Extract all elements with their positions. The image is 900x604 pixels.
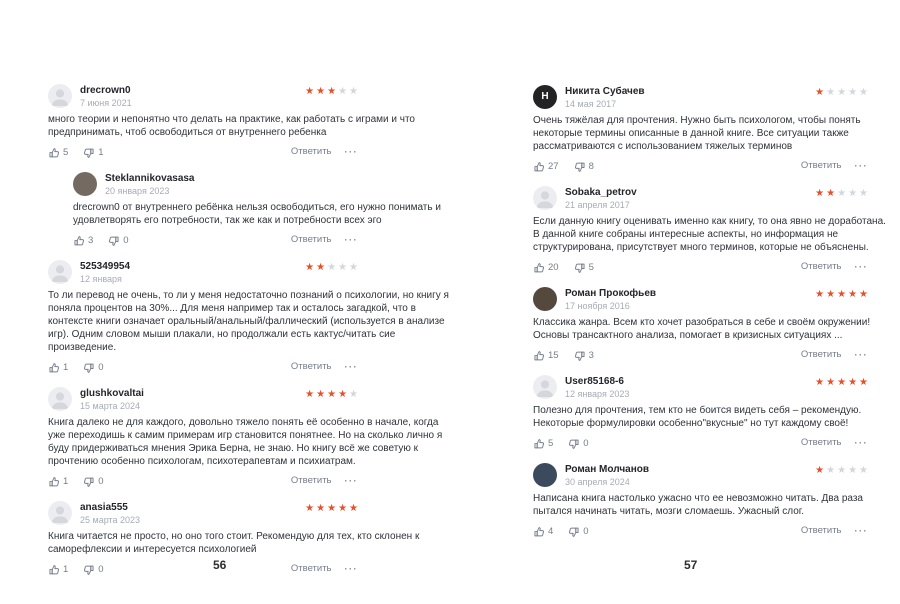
review-footer xyxy=(533,349,893,362)
rating-stars xyxy=(815,466,868,476)
like-count: 4 xyxy=(548,526,554,537)
review-username: drecrown0 xyxy=(80,85,131,96)
review-username: Никита Субачев xyxy=(565,86,645,97)
dislike-button[interactable] xyxy=(108,235,128,247)
user-placeholder-icon xyxy=(533,186,557,210)
like-count: 20 xyxy=(548,262,559,273)
like-count: 1 xyxy=(63,476,69,487)
rating-stars xyxy=(815,88,868,98)
reviews-list xyxy=(533,85,893,538)
user-id-block xyxy=(565,85,645,109)
star-icon: ★ xyxy=(327,262,337,273)
review-username: Steklannikovasasa xyxy=(105,173,195,184)
user-id-block xyxy=(565,375,629,399)
review-item xyxy=(533,186,893,274)
dislike-button[interactable] xyxy=(574,350,594,362)
review-footer xyxy=(48,361,458,374)
star-icon: ★ xyxy=(826,465,836,476)
dislike-count: 0 xyxy=(583,526,589,537)
more-options-button[interactable]: ··· xyxy=(344,475,358,486)
reply-button[interactable]: Ответить xyxy=(800,525,842,536)
like-count: 1 xyxy=(63,564,69,575)
review-text: Написана книга настолько ужасно что ее невозможно читать. Два раза пытался начинать читать, мозги сломаешь. Ужасный слог. xyxy=(533,493,863,517)
review-username: Роман Прокофьев xyxy=(565,288,657,299)
thumb-down-icon xyxy=(574,350,586,362)
more-options-button[interactable]: ··· xyxy=(854,261,868,272)
page-number: 57 xyxy=(684,558,698,572)
review-header xyxy=(533,375,893,399)
star-icon: ★ xyxy=(338,262,348,273)
thumb-up-icon xyxy=(73,235,85,247)
star-icon: ★ xyxy=(859,87,868,98)
review-username: glushkovaltai xyxy=(80,388,144,399)
avatar xyxy=(533,375,557,399)
like-button[interactable] xyxy=(48,476,68,488)
review-text: Очень тяжёлая для прочтения. Нужно быть психологом, чтобы понять некоторые термины описанные в данной книге. Все ситуации также рассматриваются с использованием тяжелых терминов xyxy=(533,115,861,152)
reply-button[interactable]: Ответить xyxy=(290,563,332,574)
review-date: 15 марта 2024 xyxy=(80,401,141,411)
review-date: 17 ноября 2016 xyxy=(565,301,630,311)
avatar xyxy=(48,84,72,108)
star-icon: ★ xyxy=(338,389,348,400)
dislike-count: 0 xyxy=(98,362,104,373)
star-icon: ★ xyxy=(815,87,825,98)
thumb-up-icon xyxy=(48,147,60,159)
rating-stars xyxy=(305,263,358,273)
star-icon: ★ xyxy=(848,289,858,300)
review-footer xyxy=(73,234,458,247)
avatar xyxy=(533,85,557,109)
like-button[interactable] xyxy=(533,161,559,173)
review-header xyxy=(48,260,458,284)
thumb-up-icon xyxy=(533,438,545,450)
review-item xyxy=(533,287,893,362)
like-button[interactable] xyxy=(48,362,68,374)
user-placeholder-icon xyxy=(48,501,72,525)
book-page-left xyxy=(48,84,458,589)
user-id-block xyxy=(80,387,144,411)
more-options-button[interactable]: ··· xyxy=(344,234,358,245)
star-icon: ★ xyxy=(815,465,825,476)
star-icon: ★ xyxy=(848,377,858,388)
reply-button[interactable]: Ответить xyxy=(800,261,842,272)
more-options-button[interactable]: ··· xyxy=(344,361,358,372)
page-number: 56 xyxy=(213,558,227,572)
like-button[interactable] xyxy=(533,526,553,538)
like-count: 15 xyxy=(548,350,559,361)
star-icon: ★ xyxy=(837,289,847,300)
review-text: Книга читается не просто, но оно того стоит. Рекомендую для тех, кто склонен к саморефлексии и интересуется психологией xyxy=(48,531,420,555)
avatar xyxy=(48,387,72,411)
more-options-button[interactable]: ··· xyxy=(854,525,868,536)
dislike-count: 3 xyxy=(588,350,594,361)
dislike-count: 0 xyxy=(98,476,104,487)
review-footer xyxy=(48,475,458,488)
star-icon: ★ xyxy=(305,262,315,273)
review-item xyxy=(48,501,458,576)
review-footer xyxy=(533,437,893,450)
like-button[interactable] xyxy=(73,235,93,247)
user-placeholder-icon xyxy=(48,387,72,411)
star-icon: ★ xyxy=(859,289,868,300)
review-text: Полезно для прочтения, тем кто не боится видеть себя – рекомендую. Некоторые формулировки особенно"вкусные" но тут каждому своё! xyxy=(533,405,862,429)
star-icon: ★ xyxy=(316,86,326,97)
avatar xyxy=(73,172,97,196)
star-icon: ★ xyxy=(305,86,315,97)
rating-stars xyxy=(305,504,358,514)
rating-stars xyxy=(305,87,358,97)
like-count: 5 xyxy=(548,438,554,449)
like-button[interactable] xyxy=(533,262,559,274)
user-placeholder-icon xyxy=(533,375,557,399)
star-icon: ★ xyxy=(349,86,358,97)
thumb-down-icon xyxy=(108,235,120,247)
review-date: 14 мая 2017 xyxy=(565,99,617,109)
dislike-button[interactable] xyxy=(83,564,103,576)
star-icon: ★ xyxy=(327,503,337,514)
user-id-block xyxy=(105,172,195,196)
more-options-button[interactable]: ··· xyxy=(854,160,868,171)
user-placeholder-icon xyxy=(48,84,72,108)
star-icon: ★ xyxy=(349,503,358,514)
star-icon: ★ xyxy=(349,262,358,273)
review-date: 30 апреля 2024 xyxy=(565,477,630,487)
thumb-up-icon xyxy=(533,350,545,362)
reply-button[interactable]: Ответить xyxy=(800,437,842,448)
review-date: 25 марта 2023 xyxy=(80,515,141,525)
star-icon: ★ xyxy=(305,389,315,400)
review-date: 12 января xyxy=(80,274,122,284)
dislike-count: 0 xyxy=(98,564,104,575)
review-header xyxy=(533,287,893,311)
review-item xyxy=(533,85,893,173)
user-id-block xyxy=(80,260,130,284)
thumb-up-icon xyxy=(533,161,545,173)
thumb-up-icon xyxy=(48,362,60,374)
more-options-button[interactable]: ··· xyxy=(344,563,358,574)
review-date: 12 января 2023 xyxy=(565,389,630,399)
dislike-count: 1 xyxy=(98,147,104,158)
reply-button[interactable]: Ответить xyxy=(800,160,842,171)
book-page-right xyxy=(533,85,893,551)
review-username: User85168-6 xyxy=(565,376,624,387)
user-id-block xyxy=(565,463,649,487)
star-icon: ★ xyxy=(826,87,836,98)
star-icon: ★ xyxy=(837,465,847,476)
dislike-button[interactable] xyxy=(83,147,103,159)
thumb-up-icon xyxy=(533,526,545,538)
star-icon: ★ xyxy=(316,389,326,400)
dislike-button[interactable] xyxy=(83,476,103,488)
review-text: Если данную книгу оценивать именно как книгу, то она явно не доработана. В данной книге собраны интересные аспекты, но информация не структурирована, присутствует много терминов, которые не объяснены. xyxy=(533,216,886,253)
star-icon: ★ xyxy=(859,377,868,388)
review-header xyxy=(48,501,458,525)
reply-button[interactable]: Ответить xyxy=(290,475,332,486)
reply-button[interactable]: Ответить xyxy=(290,234,332,245)
review-text: То ли перевод не очень, то ли у меня недостаточно познаний о психологии, но книгу я поняла процентов на 30%... Для меня например так и осталось загадкой, что в контексте книги означает оральный/анальный/фаллический (используется в анализе игр). Одним словом мыши плакали, но продолжали есть кактус/читать сие произведение. xyxy=(48,290,449,353)
like-button[interactable] xyxy=(533,350,559,362)
more-options-button[interactable]: ··· xyxy=(854,349,868,360)
review-text: Книга далеко не для каждого, довольно тяжело понять её особенно в начале, когда уже переходишь к самим примерам игр становится понятнее. Но на сколько лично я буду придерживаться мнения Эрика Берна, не знаю. Но книгу всё же советую к прочтению особенно психологам, психотерапевтам и психиатрам. xyxy=(48,417,443,467)
dislike-button[interactable] xyxy=(83,362,103,374)
more-options-button[interactable]: ··· xyxy=(854,437,868,448)
star-icon: ★ xyxy=(327,86,337,97)
review-header xyxy=(48,387,458,411)
avatar xyxy=(533,463,557,487)
review-header xyxy=(73,172,458,196)
thumb-down-icon xyxy=(83,476,95,488)
dislike-count: 0 xyxy=(123,235,129,246)
star-icon: ★ xyxy=(826,289,836,300)
review-username: anasia555 xyxy=(80,502,128,513)
thumb-up-icon xyxy=(48,564,60,576)
star-icon: ★ xyxy=(338,86,348,97)
user-placeholder-icon xyxy=(48,260,72,284)
review-item xyxy=(73,172,458,247)
like-button[interactable] xyxy=(533,438,553,450)
user-id-block xyxy=(565,186,637,210)
star-icon: ★ xyxy=(859,188,868,199)
review-footer xyxy=(533,261,893,274)
rating-stars xyxy=(815,378,868,388)
dislike-count: 8 xyxy=(588,161,594,172)
user-id-block xyxy=(565,287,656,311)
rating-stars xyxy=(815,189,868,199)
star-icon: ★ xyxy=(848,465,858,476)
review-item xyxy=(48,387,458,488)
thumb-down-icon xyxy=(568,438,580,450)
review-header xyxy=(533,85,893,109)
rating-stars xyxy=(305,390,358,400)
avatar xyxy=(533,186,557,210)
thumb-down-icon xyxy=(574,262,586,274)
review-username: Роман Молчанов xyxy=(565,464,649,475)
star-icon: ★ xyxy=(837,188,847,199)
user-id-block xyxy=(80,501,140,525)
star-icon: ★ xyxy=(327,389,337,400)
avatar xyxy=(48,260,72,284)
dislike-count: 0 xyxy=(583,438,589,449)
reply-button[interactable]: Ответить xyxy=(290,146,332,157)
user-id-block xyxy=(80,84,132,108)
rating-stars xyxy=(815,290,868,300)
review-username: Sobaka_petrov xyxy=(565,187,637,198)
like-button[interactable] xyxy=(48,564,68,576)
review-text: Классика жанра. Всем кто хочет разобраться в себе и своём окружении! Основы трансактного анализа, помогает в кризисных ситуациях ... xyxy=(533,317,871,341)
review-item xyxy=(48,260,458,374)
review-header xyxy=(533,186,893,210)
like-count: 5 xyxy=(63,147,69,158)
review-header xyxy=(48,84,458,108)
like-count: 27 xyxy=(548,161,559,172)
review-text: drecrown0 от внутреннего ребёнка нельзя освободиться, его нужно понимать и удовлетворять его потребности, так же как и потребности всех эго xyxy=(73,202,441,226)
star-icon: ★ xyxy=(848,188,858,199)
star-icon: ★ xyxy=(338,503,348,514)
review-footer xyxy=(533,525,893,538)
star-icon: ★ xyxy=(837,377,847,388)
star-icon: ★ xyxy=(837,87,847,98)
dislike-button[interactable] xyxy=(568,438,588,450)
review-footer xyxy=(533,160,893,173)
review-date: 7 июня 2021 xyxy=(80,98,132,108)
star-icon: ★ xyxy=(859,465,868,476)
thumb-down-icon xyxy=(574,161,586,173)
review-username: 525349954 xyxy=(80,261,131,272)
thumb-up-icon xyxy=(48,476,60,488)
avatar-initial: Н xyxy=(541,91,549,102)
review-item xyxy=(533,463,893,538)
thumb-down-icon xyxy=(83,362,95,374)
star-icon: ★ xyxy=(826,377,836,388)
thumb-down-icon xyxy=(568,526,580,538)
review-date: 21 апреля 2017 xyxy=(565,200,630,210)
review-text: много теории и непонятно что делать на практике, как работать с играми и что предпринимать, чтоб освободиться от внутреннего ребенка xyxy=(48,114,415,138)
dislike-button[interactable] xyxy=(574,161,594,173)
thumb-down-icon xyxy=(83,147,95,159)
star-icon: ★ xyxy=(848,87,858,98)
star-icon: ★ xyxy=(815,188,825,199)
review-item xyxy=(48,84,458,159)
review-footer xyxy=(48,146,458,159)
reply-button[interactable]: Ответить xyxy=(290,361,332,372)
reviews-list xyxy=(48,84,458,576)
star-icon: ★ xyxy=(815,377,825,388)
star-icon: ★ xyxy=(349,389,358,400)
like-count: 1 xyxy=(63,362,69,373)
star-icon: ★ xyxy=(316,503,326,514)
review-item xyxy=(533,375,893,450)
avatar xyxy=(48,501,72,525)
reply-button[interactable]: Ответить xyxy=(800,349,842,360)
dislike-count: 5 xyxy=(588,262,594,273)
dislike-button[interactable] xyxy=(568,526,588,538)
star-icon: ★ xyxy=(826,188,836,199)
dislike-button[interactable] xyxy=(574,262,594,274)
star-icon: ★ xyxy=(815,289,825,300)
review-header xyxy=(533,463,893,487)
thumb-down-icon xyxy=(83,564,95,576)
star-icon: ★ xyxy=(316,262,326,273)
star-icon: ★ xyxy=(305,503,315,514)
review-date: 20 января 2023 xyxy=(105,186,170,196)
like-button[interactable] xyxy=(48,147,68,159)
like-count: 3 xyxy=(88,235,94,246)
review-footer xyxy=(48,563,458,576)
avatar xyxy=(533,287,557,311)
thumb-up-icon xyxy=(533,262,545,274)
more-options-button[interactable]: ··· xyxy=(344,146,358,157)
